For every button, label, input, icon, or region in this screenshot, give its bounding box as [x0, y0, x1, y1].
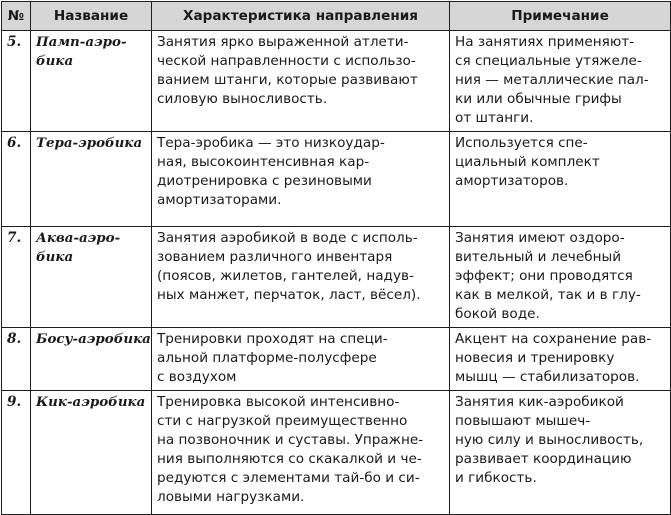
text-line: новесия и тренировку — [455, 350, 615, 366]
header-note: Примечание — [450, 2, 671, 31]
text-line: ческой направленности с использо- — [157, 53, 416, 69]
text-line: сти с нагрузкой преимущественно — [157, 413, 408, 429]
text-line: Занятия имеют оздоро- — [455, 230, 625, 246]
text-line: от штанги. — [455, 110, 534, 126]
text-line: на позвоночник и суставы. Упражне- — [157, 432, 424, 448]
text-line: ванием штанги, которые развивают — [157, 72, 418, 88]
table-row — [2, 31, 671, 132]
text-line: На занятиях применяют- — [455, 34, 635, 50]
text-line: ная, высокоинтенсивная кар- — [157, 154, 370, 170]
text-line: амортизаторами. — [157, 192, 282, 208]
text-line: силовую выносливость. — [157, 91, 328, 107]
text-line: и гибкость. — [455, 470, 537, 486]
row-number: 7. — [2, 227, 31, 328]
text-line: бокой воде. — [455, 306, 540, 322]
text-line: зованием различного инвентаря — [157, 249, 393, 265]
text-line: повышают мышеч- — [455, 413, 591, 429]
characteristic-cell — [152, 132, 450, 227]
name-line: Аква-аэро- — [36, 230, 121, 246]
text-line: Используется спе- — [455, 135, 588, 151]
text-line: амортизаторов. — [455, 173, 569, 189]
aerobics-name — [31, 132, 152, 227]
text-line: альной платформе-полусфере — [157, 350, 377, 366]
text-line: мышц — стабилизаторов. — [455, 369, 640, 385]
text-line: развивает координацию — [455, 451, 632, 467]
name-line: Тера-эробика — [36, 135, 143, 151]
name-line: Памп-аэро- — [36, 34, 127, 50]
text-line: вительный и лечебный — [455, 249, 622, 265]
aerobics-types-table — [1, 1, 671, 515]
text-line: ки или обычные грифы — [455, 91, 622, 107]
text-line: Занятия аэробикой в воде с исполь- — [157, 230, 418, 246]
name-line: Кик-аэробика — [36, 394, 146, 410]
text-line: диотренировка с резиновыми — [157, 173, 372, 189]
text-line: эффект; они проводятся — [455, 268, 633, 284]
aerobics-name — [31, 31, 152, 132]
characteristic-cell — [152, 31, 450, 132]
text-line: циальный комплект — [455, 154, 600, 170]
row-number: 6. — [2, 132, 31, 227]
note-cell — [450, 227, 671, 328]
aerobics-name — [31, 227, 152, 328]
name-line: бика — [36, 53, 74, 69]
aerobics-name — [31, 328, 152, 391]
header-number: № — [2, 2, 31, 31]
row-number: 8. — [2, 328, 31, 391]
text-line: Акцент на сохранение рав- — [455, 331, 652, 347]
text-line: Тера-эробика — это низкоудар- — [157, 135, 385, 151]
text-line: ния — металлические пал- — [455, 72, 649, 88]
note-cell — [450, 328, 671, 391]
note-cell — [450, 132, 671, 227]
table-row — [2, 328, 671, 391]
header-characteristic: Характеристика направления — [152, 2, 450, 31]
text-line: ных манжет, перчаток, ласт, вёсел). — [157, 287, 421, 303]
text-line: (поясов, жилетов, гантелей, надув- — [157, 268, 414, 284]
table-header-row — [2, 2, 671, 31]
characteristic-cell — [152, 391, 450, 515]
header-name: Название — [31, 2, 152, 31]
row-number: 9. — [2, 391, 31, 515]
text-line: Занятия ярко выраженной атлети- — [157, 34, 409, 50]
note-cell — [450, 31, 671, 132]
characteristic-cell — [152, 227, 450, 328]
text-line: ную силу и выносливость, — [455, 432, 644, 448]
characteristic-cell — [152, 328, 450, 391]
text-line: ловыми нагрузками. — [157, 489, 305, 505]
table-row — [2, 227, 671, 328]
aerobics-name — [31, 391, 152, 515]
text-line: Занятия кик-аэробикой — [455, 394, 624, 410]
text-line: ся специальные утяжеле- — [455, 53, 642, 69]
name-line: Босу-аэробика — [36, 331, 151, 347]
text-line: редуются с элементами тай-бо и си- — [157, 470, 420, 486]
table-row — [2, 132, 671, 227]
text-line: с воздухом — [157, 369, 237, 385]
note-cell — [450, 391, 671, 515]
row-number: 5. — [2, 31, 31, 132]
table-row — [2, 391, 671, 515]
text-line: Тренировка высокой интенсивно- — [157, 394, 400, 410]
name-line: бика — [36, 249, 74, 265]
text-line: ния выполняются со скакалкой и че- — [157, 451, 422, 467]
text-line: как в мелкой, так и в глу- — [455, 287, 641, 303]
text-line: Тренировки проходят на специ- — [157, 331, 388, 347]
